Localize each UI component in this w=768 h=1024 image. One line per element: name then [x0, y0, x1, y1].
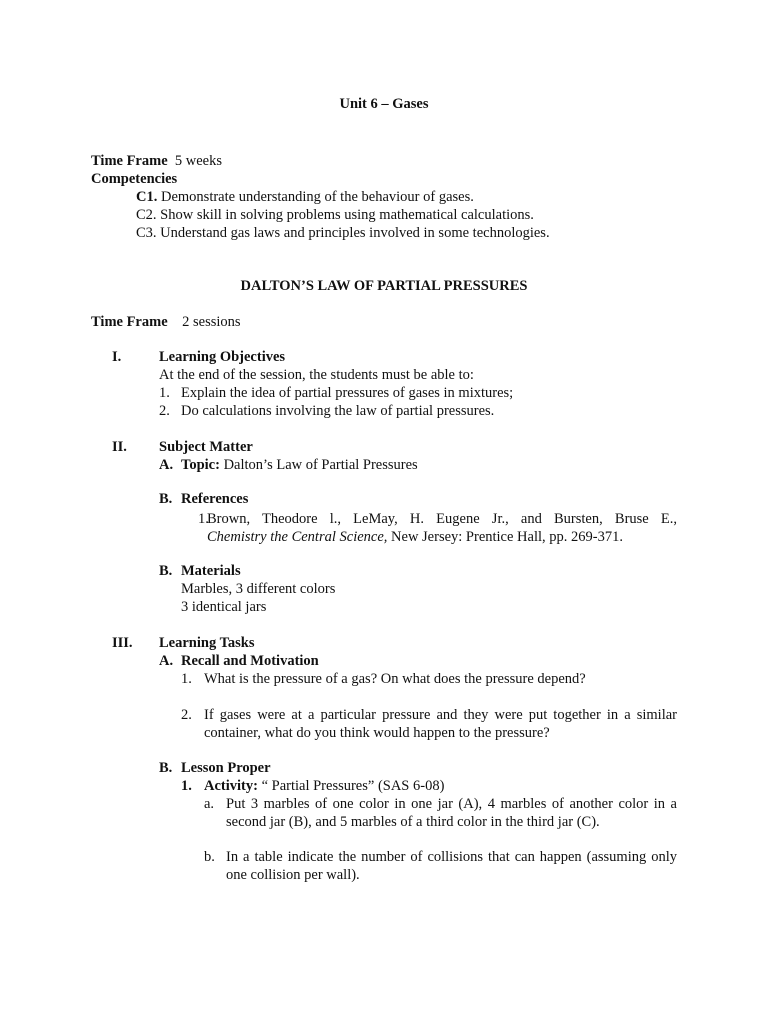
objective-number: 1.	[159, 385, 170, 401]
page-title: Unit 6 – Gases	[339, 96, 429, 112]
objective-text: Do calculations involving the law of partial pressures.	[181, 403, 495, 419]
section-numeral-iii: III.	[112, 635, 133, 651]
learning-tasks-heading: Learning Tasks	[159, 635, 255, 651]
step-letter: a.	[204, 796, 215, 812]
activity-line	[204, 777, 444, 795]
references-heading: References	[181, 491, 249, 507]
recall-question: What is the pressure of a gas? On what does the pressure depend?	[204, 671, 586, 687]
reference-publisher: New Jersey: Prentice Hall, pp. 269-371.	[391, 529, 623, 545]
section-numeral-i: I.	[112, 349, 122, 365]
step-letter: b.	[204, 849, 215, 865]
lesson-proper-letter: B.	[159, 760, 173, 776]
step-text-continued: one collision per wall).	[226, 867, 360, 883]
lesson-proper-heading: Lesson Proper	[181, 760, 271, 776]
references-letter: B.	[159, 491, 173, 507]
subject-matter-heading: Subject Matter	[159, 439, 253, 455]
objectives-heading: Learning Objectives	[159, 349, 286, 365]
step-text-continued: second jar (B), and 5 marbles of a third color in the third jar (C).	[226, 814, 600, 830]
topic-label: Topic:	[181, 457, 220, 473]
step-text: In a table indicate the number of collisions that can happen (assuming only	[226, 849, 677, 865]
objective-text: Explain the idea of partial pressures of gases in mixtures;	[181, 385, 514, 401]
competency-code: C2.	[136, 207, 157, 223]
materials-letter: B.	[159, 563, 173, 579]
topic-letter: A.	[159, 457, 174, 473]
competency-text: Understand gas laws and principles involved in some technologies.	[160, 225, 550, 241]
recall-number: 2.	[181, 707, 192, 723]
reference-number: 1.	[198, 511, 209, 527]
step-text: Put 3 marbles of one color in one jar (A), 4 marbles of another color in a	[226, 796, 677, 812]
activity-label: Activity:	[204, 778, 258, 794]
recall-question-continued: container, what do you think would happen to the pressure?	[204, 725, 550, 741]
lesson-time-frame	[91, 313, 241, 331]
topic-line	[181, 456, 418, 474]
time-frame-value: 5 weeks	[174, 153, 223, 169]
competency-code: C1.	[136, 189, 158, 205]
activity-number: 1.	[181, 778, 192, 794]
recall-question: If gases were at a particular pressure and they were put together in a similar	[204, 707, 677, 723]
objective-number: 2.	[159, 403, 170, 419]
time-frame-label: Time Frame	[91, 314, 168, 330]
recall-letter: A.	[159, 653, 174, 669]
recall-heading: Recall and Motivation	[181, 653, 319, 669]
activity-value: “ Partial Pressures” (SAS 6-08)	[261, 778, 445, 794]
reference-book-title: Chemistry the Central Science,	[207, 529, 388, 545]
competency-text: Show skill in solving problems using mathematical calculations.	[160, 207, 534, 223]
competency-code: C3.	[136, 225, 157, 241]
time-frame-label: Time Frame	[91, 153, 168, 169]
time-frame-value: 2 sessions	[182, 314, 241, 330]
section-numeral-ii: II.	[112, 439, 127, 455]
competencies-heading: Competencies	[91, 171, 178, 187]
materials-heading: Materials	[181, 563, 241, 579]
competency-c1	[136, 188, 474, 206]
topic-value: Dalton’s Law of Partial Pressures	[223, 457, 418, 473]
reference-line-1: Brown, Theodore l., LeMay, H. Eugene Jr., and Bursten, Bruse E.,	[207, 511, 677, 527]
recall-number: 1.	[181, 671, 192, 687]
reference-line-2	[207, 528, 623, 546]
unit-time-frame	[91, 152, 222, 170]
objectives-intro: At the end of the session, the students must be able to:	[159, 367, 474, 383]
competency-text: Demonstrate understanding of the behaviour of gases.	[160, 189, 474, 205]
competency-c3	[136, 224, 550, 242]
competency-c2	[136, 206, 534, 224]
section-title: DALTON’S LAW OF PARTIAL PRESSURES	[240, 278, 528, 294]
material-item: Marbles, 3 different colors	[181, 581, 336, 597]
material-item: 3 identical jars	[181, 599, 267, 615]
